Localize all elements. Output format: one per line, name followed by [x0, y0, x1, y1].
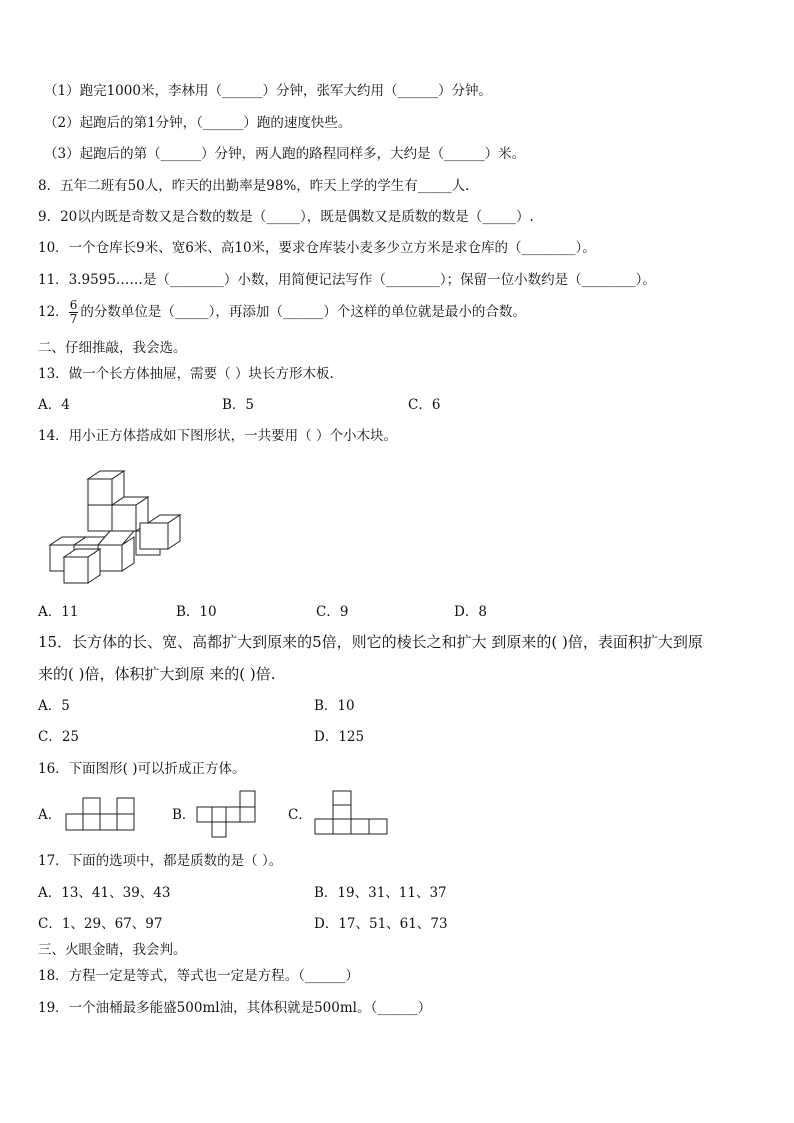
- cube-stack-figure: [46, 467, 182, 585]
- q17-option-c[interactable]: C．1、29、67、97: [38, 916, 163, 932]
- q13-option-c[interactable]: C．6: [408, 397, 441, 413]
- q12-rest: 的分数单位是（_____），再添加（______）个这样的单位就是最小的合数。: [80, 304, 526, 320]
- q7-sub3: （3）起跑后的第（______）分钟，两人跑的路程同样多，大约是（______）米。: [44, 146, 526, 162]
- question-10: 10．一个仓库长9米、宽6米、高10米，要求仓库装小麦多少立方米是求仓库的（________）。: [38, 240, 596, 256]
- q15-option-c[interactable]: C．25: [38, 729, 80, 745]
- q15-option-d[interactable]: D．125: [314, 729, 365, 745]
- q15-option-b[interactable]: B．10: [314, 698, 355, 714]
- q17-option-d[interactable]: D．17、51、61、73: [314, 916, 448, 932]
- cube-net-b[interactable]: [196, 790, 258, 840]
- question-17-stem: 17．下面的选项中，都是质数的是（ ）。: [38, 853, 283, 869]
- q12-number: 12．: [38, 304, 69, 320]
- q12-fraction: [69, 299, 79, 326]
- q14-option-d[interactable]: D．8: [454, 604, 487, 620]
- question-19: 19．一个油桶最多能盛500ml油，其体积就是500ml。（______）: [38, 1000, 432, 1016]
- q17-option-a[interactable]: A．13、41、39、43: [38, 885, 171, 901]
- section-2-heading: 二、仔细推敲，我会选。: [38, 340, 187, 356]
- q12-frac-numerator: 6: [69, 298, 78, 312]
- question-11: 11．3.9595……是（________）小数，用简便记法写作（________）；保留一位小数约是（________）。: [38, 272, 656, 288]
- q17-option-b[interactable]: B．19、31、11、37: [314, 885, 447, 901]
- q16-option-b[interactable]: B．: [172, 807, 196, 823]
- q7-sub1: （1）跑完1000米，李林用（______）分钟，张军大约用（______）分钟。: [44, 83, 492, 99]
- q14-option-a[interactable]: A．11: [38, 604, 79, 620]
- question-8: 8．五年二班有50人，昨天的出勤率是98%，昨天上学的学生有_____人.: [38, 178, 470, 194]
- question-9: 9．20以内既是奇数又是合数的数是（_____），既是偶数又是质数的数是（_____）.: [38, 209, 534, 225]
- q12-frac-denominator: 7: [69, 312, 78, 326]
- question-12: [38, 299, 526, 326]
- cube-net-c[interactable]: [314, 790, 390, 836]
- q14-option-c[interactable]: C．9: [316, 604, 349, 620]
- question-16-stem: 16．下面图形( )可以折成正方体。: [38, 761, 246, 777]
- question-14-stem: 14．用小正方体搭成如下图形状，一共要用（ ）个小木块。: [38, 428, 397, 444]
- question-18: 18．方程一定是等式，等式也一定是方程。（______）: [38, 968, 359, 984]
- q15-option-a[interactable]: A．5: [38, 698, 70, 714]
- question-13-stem: 13．做一个长方体抽屉，需要（ ）块长方形木板.: [38, 366, 334, 382]
- q13-option-a[interactable]: A．4: [38, 397, 70, 413]
- question-15-line2: 来的( )倍，体积扩大到原 来的( )倍.: [38, 665, 276, 683]
- q13-option-b[interactable]: B．5: [222, 397, 255, 413]
- question-15-line1: 15．长方体的长、宽、高都扩大到原来的5倍，则它的棱长之和扩大 到原来的( )倍，表面积扩大到原: [38, 633, 703, 651]
- q16-option-c[interactable]: C．: [288, 807, 312, 823]
- q7-sub2: （2）起跑后的第1分钟，（______）跑的速度快些。: [44, 115, 352, 131]
- section-3-heading: 三、火眼金睛，我会判。: [38, 942, 187, 958]
- q16-option-a[interactable]: A．: [38, 807, 62, 823]
- q14-option-b[interactable]: B．10: [176, 604, 217, 620]
- cube-net-a[interactable]: [65, 797, 139, 831]
